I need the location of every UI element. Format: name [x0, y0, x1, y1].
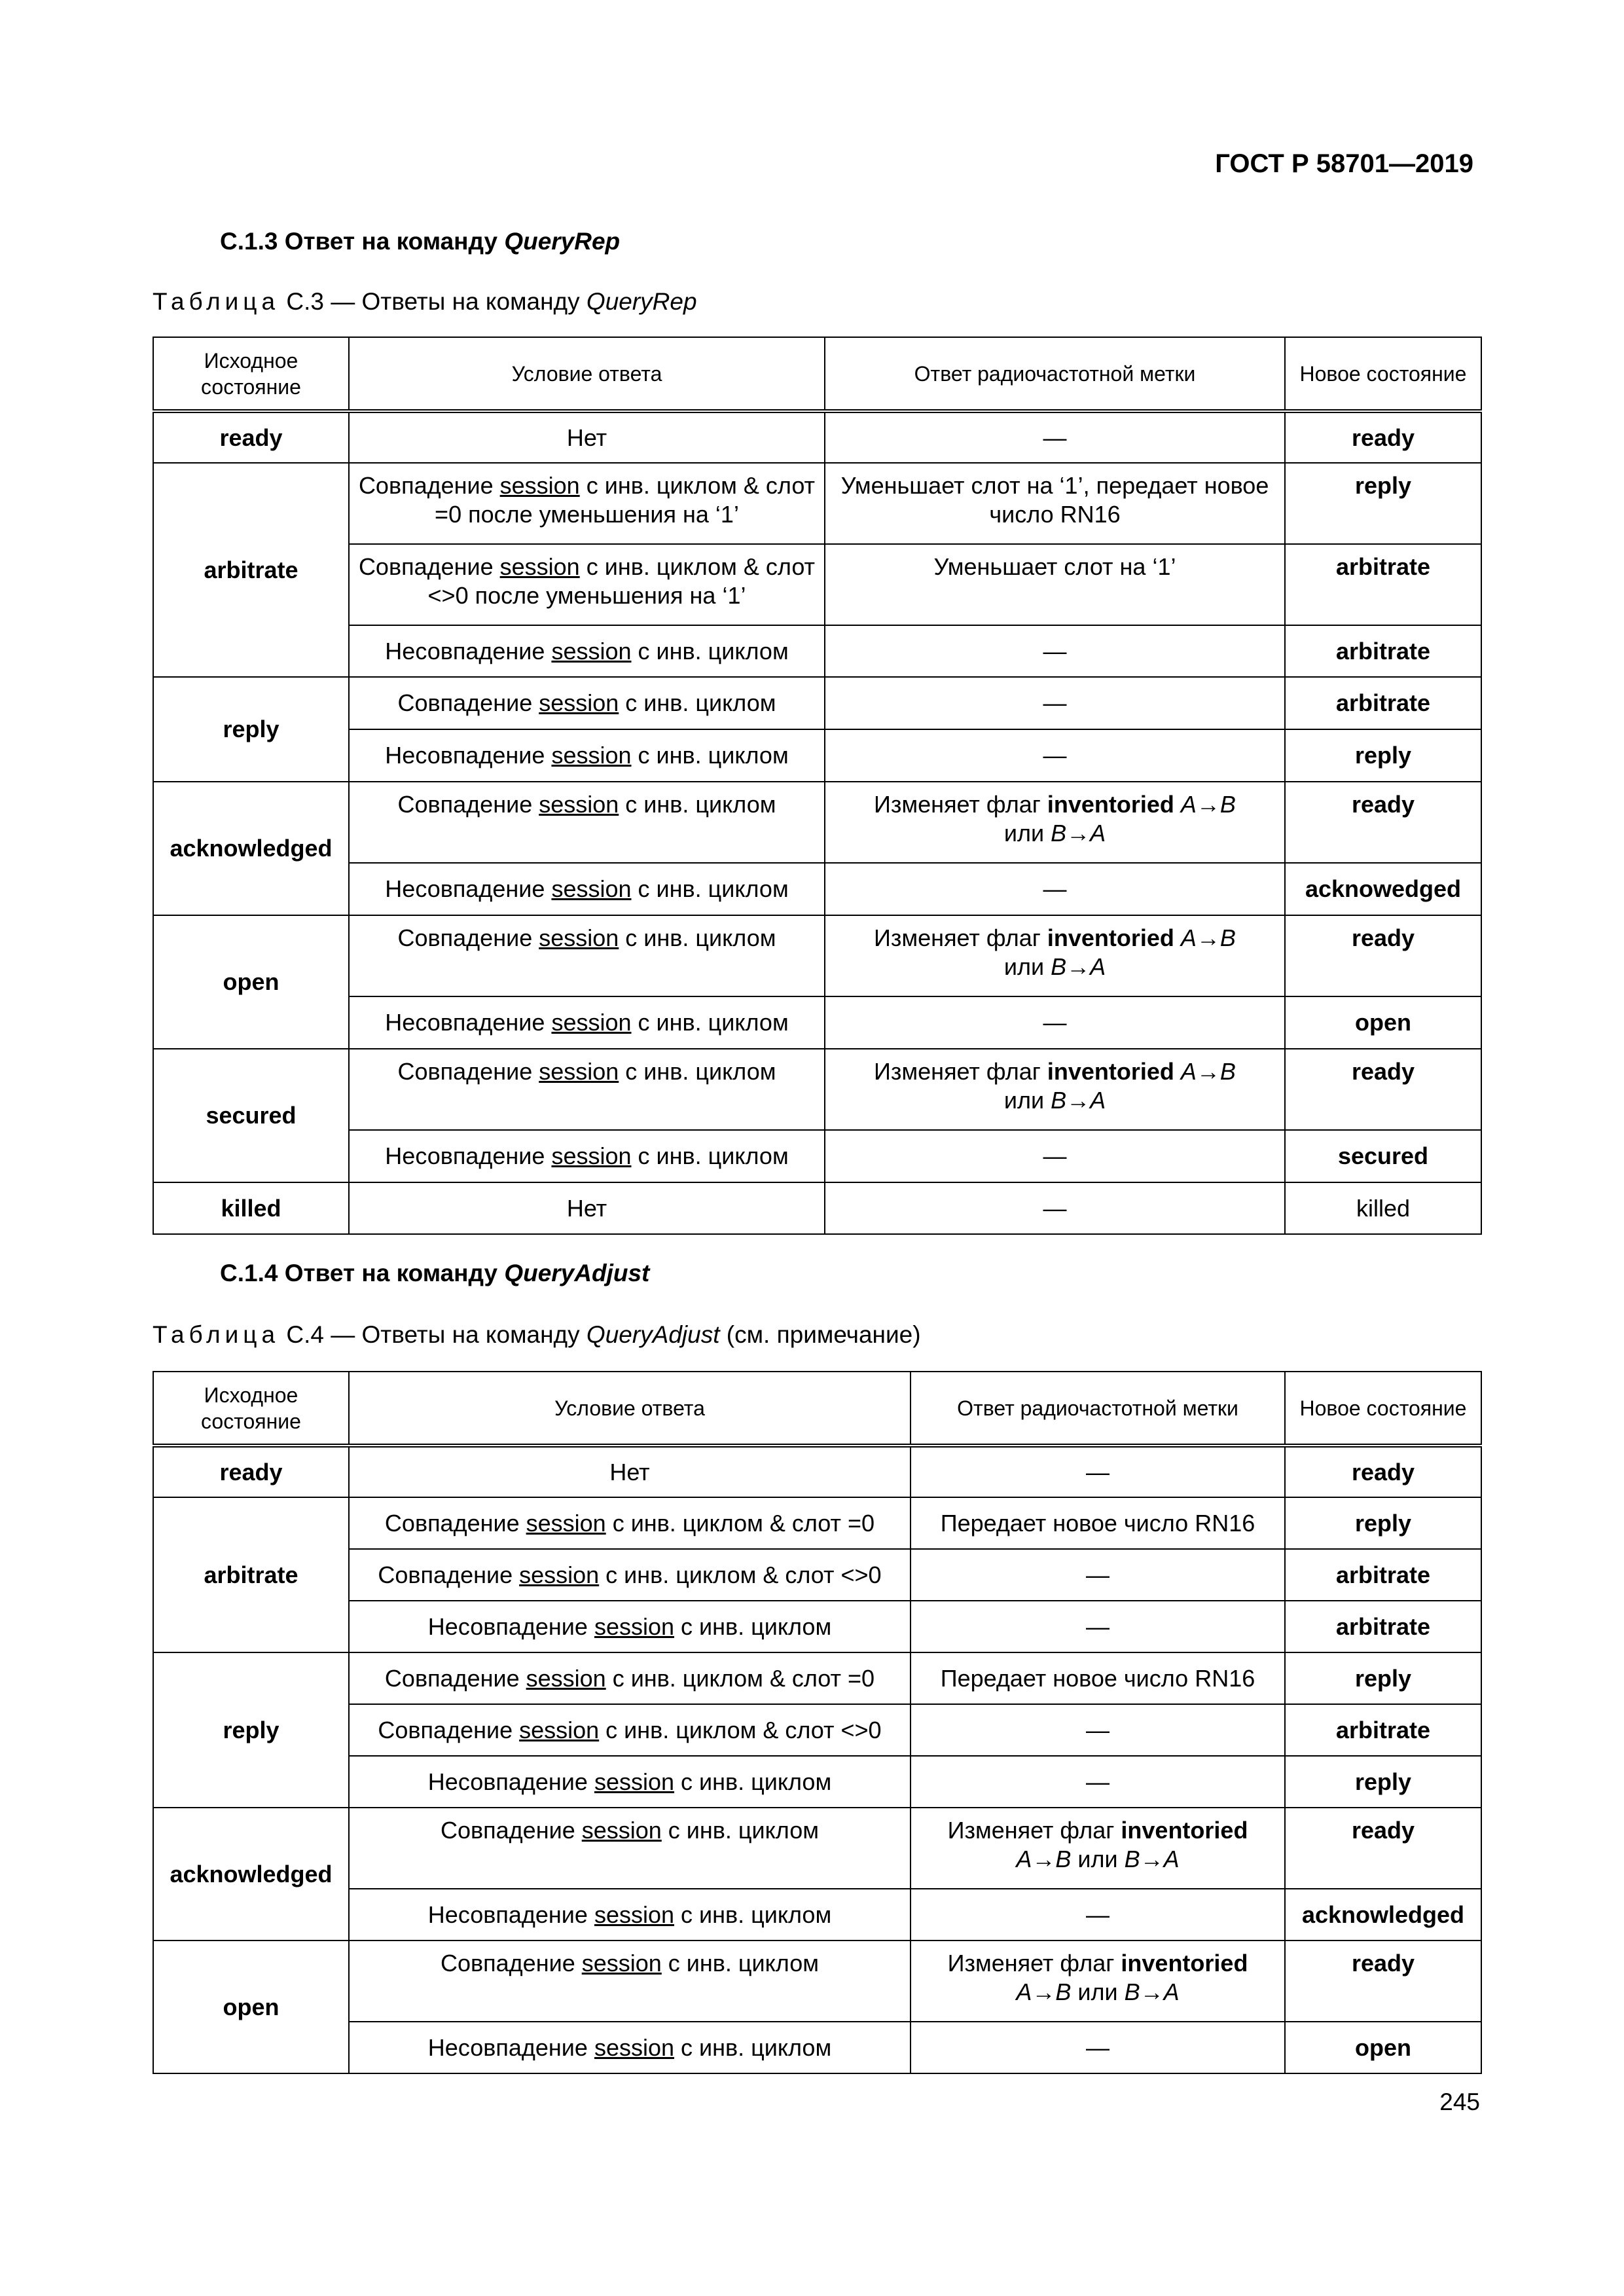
table-c3 — [153, 337, 1482, 1235]
table-row — [153, 1889, 1481, 1941]
session-term: session — [594, 1613, 674, 1640]
session-term: session — [581, 1950, 662, 1977]
table-header-row — [153, 1372, 1481, 1446]
initial-state-cell: open — [153, 1941, 349, 2073]
table-row — [153, 1049, 1481, 1130]
condition-cell: Совпадение session с инв. циклом & слот <>0 — [349, 1704, 911, 1756]
initial-state-cell: secured — [153, 1049, 349, 1182]
session-term: session — [551, 1142, 632, 1169]
caption-label: Таблица — [153, 1321, 280, 1348]
table-row — [153, 1941, 1481, 2022]
header-tag-response: Ответ радиочастотной метки — [911, 1372, 1285, 1446]
session-term: session — [539, 791, 619, 818]
new-state-cell: reply — [1285, 1652, 1481, 1704]
caption-text: С.4 — Ответы на команду — [280, 1321, 586, 1348]
header-condition: Условие ответа — [349, 337, 825, 411]
section-heading-c13 — [220, 228, 620, 255]
table-c4 — [153, 1371, 1482, 2074]
session-term: session — [551, 637, 632, 665]
new-state-cell: open — [1285, 996, 1481, 1049]
session-term: session — [499, 472, 580, 499]
section-number: C.1.4 — [220, 1260, 278, 1286]
new-state-cell: arbitrate — [1285, 1549, 1481, 1601]
session-term: session — [551, 1009, 632, 1036]
response-cell: — — [911, 1704, 1285, 1756]
session-term: session — [594, 1768, 674, 1795]
initial-state-cell: reply — [153, 1652, 349, 1808]
initial-state-cell: arbitrate — [153, 463, 349, 677]
condition-cell: Нет — [349, 1446, 911, 1497]
condition-cell: Совпадение session с инв. циклом & слот <>0 — [349, 1549, 911, 1601]
response-cell: — — [911, 1889, 1285, 1941]
table-row — [153, 2022, 1481, 2073]
section-heading-c14 — [220, 1260, 649, 1287]
condition-cell: Несовпадение session с инв. циклом — [349, 1130, 825, 1182]
session-term: session — [551, 742, 632, 769]
table-row — [153, 411, 1481, 463]
caption-note: (см. примечание) — [719, 1321, 921, 1348]
response-cell: Уменьшает слот на ‘1’, передает новое число RN16 — [825, 463, 1285, 544]
response-cell: — — [825, 1182, 1285, 1234]
response-cell: Передает новое число RN16 — [911, 1497, 1285, 1549]
section-number: C.1.3 — [220, 228, 278, 255]
new-state-cell: killed — [1285, 1182, 1481, 1234]
condition-cell: Нет — [349, 1182, 825, 1234]
session-term: session — [499, 553, 580, 580]
condition-cell: Несовпадение session с инв. циклом — [349, 996, 825, 1049]
session-term: session — [539, 689, 619, 716]
table-row — [153, 863, 1481, 915]
session-term: session — [581, 1817, 662, 1844]
condition-cell: Совпадение session с инв. циклом — [349, 1808, 911, 1889]
new-state-cell: ready — [1285, 1808, 1481, 1889]
header-tag-response: Ответ радиочастотной метки — [825, 337, 1285, 411]
caption-text: С.3 — Ответы на команду — [280, 288, 586, 315]
new-state-cell: arbitrate — [1285, 625, 1481, 677]
table-row — [153, 1182, 1481, 1234]
new-state-cell: ready — [1285, 782, 1481, 863]
session-term: session — [526, 1664, 606, 1692]
condition-cell: Совпадение session с инв. циклом — [349, 782, 825, 863]
table-row — [153, 463, 1481, 544]
table-row — [153, 782, 1481, 863]
response-cell: — — [911, 1446, 1285, 1497]
table-row — [153, 915, 1481, 996]
session-term: session — [519, 1716, 600, 1743]
initial-state-cell: acknowledged — [153, 1808, 349, 1941]
response-cell: Изменяет флаг inventoried A→B или B→A — [825, 782, 1285, 863]
initial-state-cell: open — [153, 915, 349, 1049]
response-cell: — — [825, 729, 1285, 782]
session-term: session — [594, 1901, 674, 1928]
condition-cell: Несовпадение session с инв. циклом — [349, 625, 825, 677]
new-state-cell: arbitrate — [1285, 1601, 1481, 1652]
table-row — [153, 729, 1481, 782]
new-state-cell: reply — [1285, 1497, 1481, 1549]
new-state-cell: reply — [1285, 1756, 1481, 1808]
header-new-state: Новое состояние — [1285, 337, 1481, 411]
new-state-cell: reply — [1285, 729, 1481, 782]
condition-cell: Несовпадение session с инв. циклом — [349, 729, 825, 782]
session-term: session — [594, 2033, 674, 2061]
response-cell: — — [911, 1756, 1285, 1808]
session-term: session — [539, 924, 619, 951]
response-cell: Уменьшает слот на ‘1’ — [825, 544, 1285, 625]
table-row — [153, 1549, 1481, 1601]
condition-cell: Совпадение session с инв. циклом & слот <>0 после уменьшения на ‘1’ — [349, 544, 825, 625]
response-cell: — — [825, 1130, 1285, 1182]
response-cell: — — [825, 863, 1285, 915]
table-row — [153, 1130, 1481, 1182]
table-header-row — [153, 337, 1481, 411]
table-row — [153, 1446, 1481, 1497]
table-row — [153, 1808, 1481, 1889]
header-initial-state: Исходное состояние — [153, 337, 349, 411]
response-cell: — — [825, 677, 1285, 729]
header-new-state: Новое состояние — [1285, 1372, 1481, 1446]
response-cell: — — [911, 1549, 1285, 1601]
response-cell: Изменяет флаг inventoried A→B или B→A — [911, 1808, 1285, 1889]
condition-cell: Совпадение session с инв. циклом & слот =0 — [349, 1652, 911, 1704]
condition-cell: Совпадение session с инв. циклом — [349, 1941, 911, 2022]
table-row — [153, 1601, 1481, 1652]
new-state-cell: ready — [1285, 1446, 1481, 1497]
table-row — [153, 544, 1481, 625]
condition-cell: Несовпадение session с инв. циклом — [349, 2022, 911, 2073]
table-row — [153, 1497, 1481, 1549]
new-state-cell: ready — [1285, 1941, 1481, 2022]
condition-cell: Совпадение session с инв. циклом — [349, 677, 825, 729]
caption-label: Таблица — [153, 288, 280, 315]
caption-command: QueryAdjust — [586, 1321, 720, 1348]
table-row — [153, 625, 1481, 677]
header-initial-state: Исходное состояние — [153, 1372, 349, 1446]
new-state-cell: acknowledged — [1285, 1889, 1481, 1941]
page-number: 245 — [1439, 2088, 1480, 2115]
condition-cell: Совпадение session с инв. циклом & слот =0 — [349, 1497, 911, 1549]
initial-state-cell: ready — [153, 411, 349, 463]
new-state-cell: arbitrate — [1285, 1704, 1481, 1756]
new-state-cell: arbitrate — [1285, 677, 1481, 729]
table-row — [153, 1704, 1481, 1756]
table-caption-c3 — [153, 288, 697, 316]
response-cell: Изменяет флаг inventoried A→B или B→A — [911, 1941, 1285, 2022]
table-row — [153, 996, 1481, 1049]
condition-cell: Несовпадение session с инв. циклом — [349, 1889, 911, 1941]
section-title: Ответ на команду — [284, 228, 498, 255]
new-state-cell: ready — [1285, 1049, 1481, 1130]
condition-cell: Нет — [349, 411, 825, 463]
header-condition: Условие ответа — [349, 1372, 911, 1446]
response-cell: — — [825, 996, 1285, 1049]
condition-cell: Несовпадение session с инв. циклом — [349, 1601, 911, 1652]
condition-cell: Совпадение session с инв. циклом — [349, 915, 825, 996]
session-term: session — [519, 1561, 600, 1588]
section-command: QueryRep — [504, 228, 621, 255]
session-term: session — [539, 1058, 619, 1085]
condition-cell: Совпадение session с инв. циклом & слот =0 после уменьшения на ‘1’ — [349, 463, 825, 544]
response-cell: — — [911, 2022, 1285, 2073]
new-state-cell: ready — [1285, 915, 1481, 996]
response-cell: — — [825, 411, 1285, 463]
table-caption-c4 — [153, 1321, 921, 1349]
table-row — [153, 1756, 1481, 1808]
section-title: Ответ на команду — [284, 1260, 498, 1286]
session-term: session — [526, 1509, 606, 1537]
new-state-cell: arbitrate — [1285, 544, 1481, 625]
initial-state-cell: reply — [153, 677, 349, 782]
response-cell: Изменяет флаг inventoried A→B или B→A — [825, 915, 1285, 996]
caption-command: QueryRep — [586, 288, 697, 315]
document-header: ГОСТ Р 58701—2019 — [1215, 149, 1473, 178]
response-cell: — — [825, 625, 1285, 677]
new-state-cell: acknowedged — [1285, 863, 1481, 915]
session-term: session — [551, 875, 632, 902]
new-state-cell: secured — [1285, 1130, 1481, 1182]
initial-state-cell: acknowledged — [153, 782, 349, 915]
initial-state-cell: arbitrate — [153, 1497, 349, 1652]
new-state-cell: open — [1285, 2022, 1481, 2073]
response-cell: — — [911, 1601, 1285, 1652]
condition-cell: Несовпадение session с инв. циклом — [349, 1756, 911, 1808]
response-cell: Передает новое число RN16 — [911, 1652, 1285, 1704]
table-row — [153, 677, 1481, 729]
condition-cell: Совпадение session с инв. циклом — [349, 1049, 825, 1130]
initial-state-cell: killed — [153, 1182, 349, 1234]
section-command: QueryAdjust — [504, 1260, 650, 1286]
condition-cell: Несовпадение session с инв. циклом — [349, 863, 825, 915]
new-state-cell: reply — [1285, 463, 1481, 544]
new-state-cell: ready — [1285, 411, 1481, 463]
initial-state-cell: ready — [153, 1446, 349, 1497]
table-row — [153, 1652, 1481, 1704]
response-cell: Изменяет флаг inventoried A→B или B→A — [825, 1049, 1285, 1130]
